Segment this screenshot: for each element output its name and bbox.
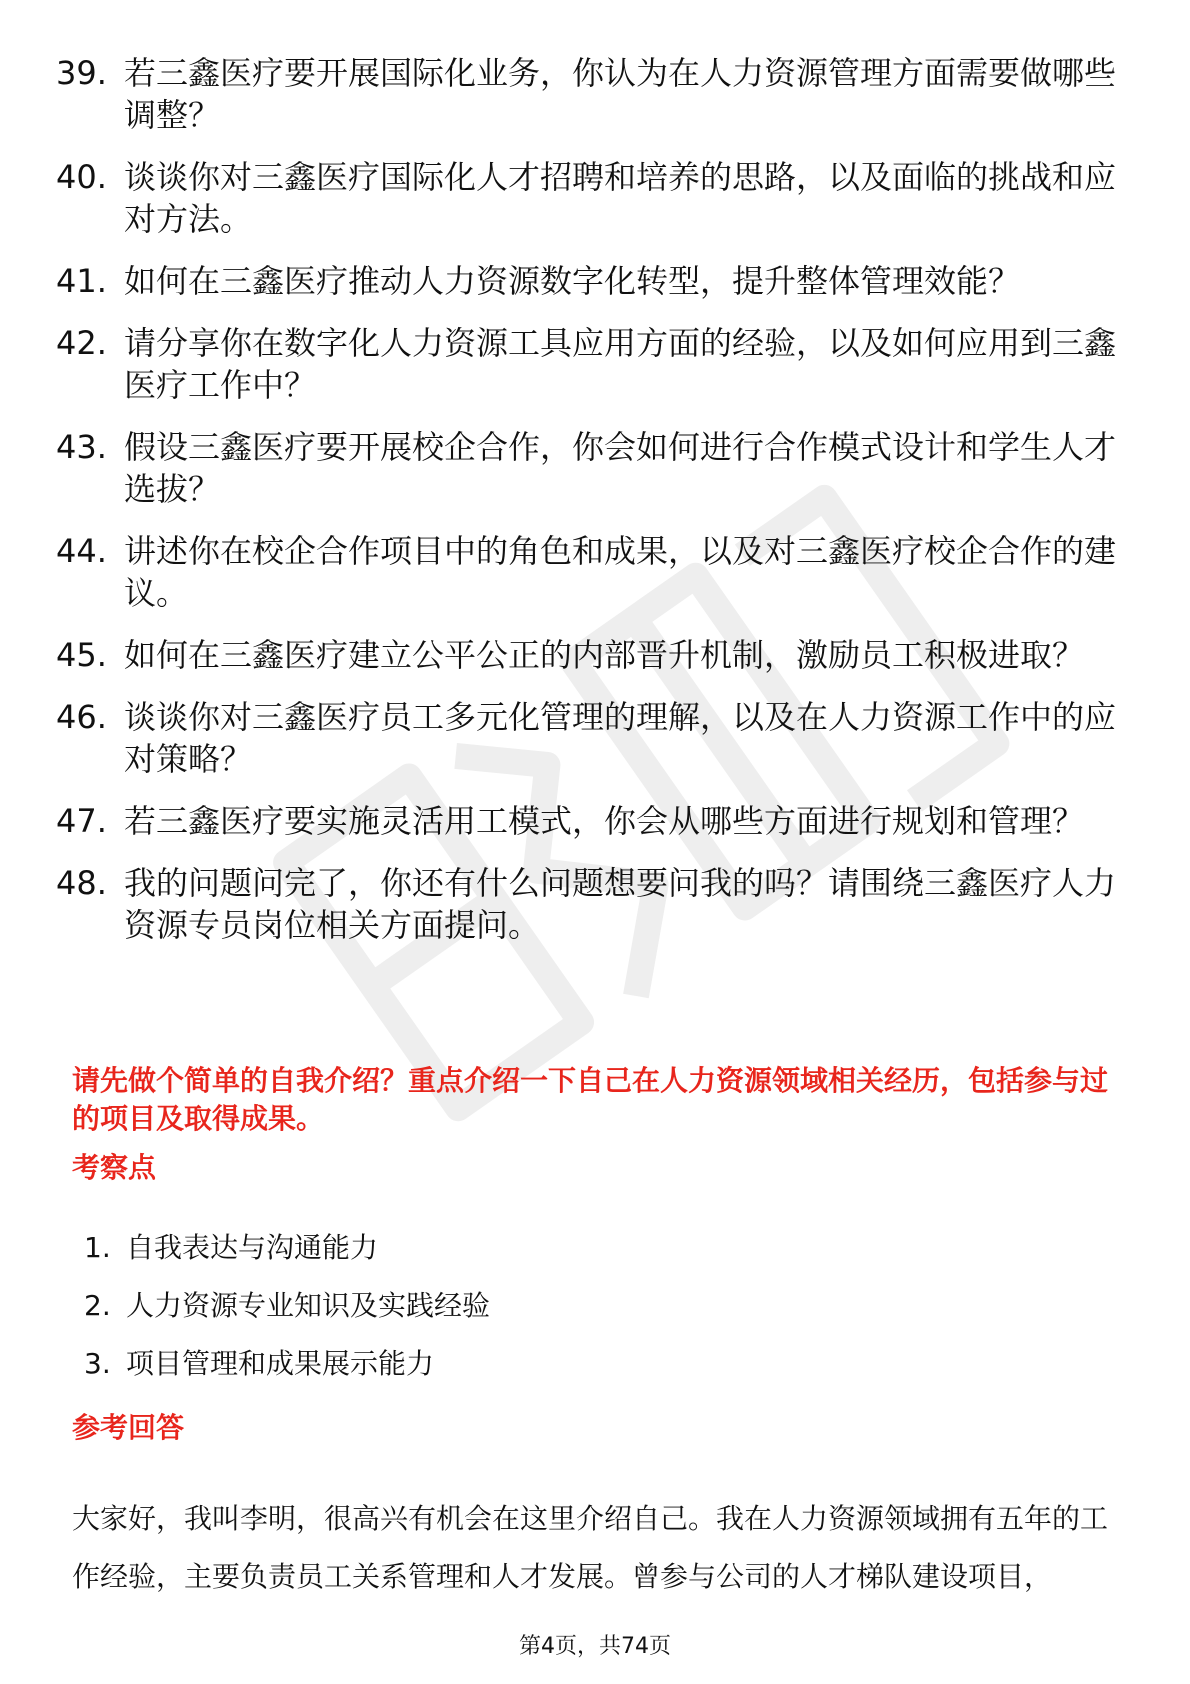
question-number: 40.: [56, 158, 107, 196]
list-item: [56, 426, 1116, 510]
reference-answer: 大家好，我叫李明，很高兴有机会在这里介绍自己。我在人力资源领域拥有五年的工作经验，主要负责员工关系管理和人才发展。曾参与公司的人才梯队建设项目，: [72, 1502, 1109, 1593]
question-number: 47.: [56, 802, 107, 840]
question-number: 39.: [56, 54, 107, 92]
question-text: 谈谈你对三鑫医疗国际化人才招聘和培养的思路，以及面临的挑战和应对方法。: [124, 158, 1117, 238]
reference-heading: 参考回答: [72, 1411, 185, 1444]
list-item: [56, 696, 1116, 780]
point-number: 3.: [84, 1347, 111, 1380]
assessment-heading: 考察点: [72, 1151, 157, 1184]
question-text: 如何在三鑫医疗建立公平公正的内部晋升机制，激励员工积极进取？: [124, 636, 1085, 674]
question-number: 44.: [56, 532, 107, 570]
point-number: 2.: [84, 1289, 111, 1322]
list-item: [56, 52, 1116, 136]
page-footer: 第4页，共74页: [519, 1634, 671, 1659]
list-item: [56, 862, 1116, 946]
question-text: 谈谈你对三鑫医疗员工多元化管理的理解，以及在人力资源工作中的应对策略？: [124, 698, 1117, 778]
point-text: 人力资源专业知识及实践经验: [126, 1289, 491, 1322]
question-number: 42.: [56, 324, 107, 362]
question-text: 我的问题问完了，你还有什么问题想要问我的吗？请围绕三鑫医疗人力资源专员岗位相关方面提问。: [124, 864, 1117, 944]
question-text: 假设三鑫医疗要开展校企合作，你会如何进行合作模式设计和学生人才选拔？: [124, 428, 1117, 508]
list-item: [56, 634, 1116, 676]
point-text: 自我表达与沟通能力: [126, 1231, 379, 1264]
list-item: [84, 1346, 490, 1382]
question-text: 讲述你在校企合作项目中的角色和成果，以及对三鑫医疗校企合作的建议。: [124, 532, 1117, 612]
list-item: [56, 156, 1116, 240]
highlight-question: 请先做个简单的自我介绍？重点介绍一下自己在人力资源领域相关经历，包括参与过的项目及取得成果。: [72, 1064, 1109, 1135]
question-text: 如何在三鑫医疗推动人力资源数字化转型，提升整体管理效能？: [124, 262, 1021, 300]
question-number: 41.: [56, 262, 107, 300]
point-text: 项目管理和成果展示能力: [126, 1347, 435, 1380]
list-item: [56, 322, 1116, 406]
assessment-points: [84, 1230, 490, 1404]
question-list: [56, 52, 1116, 966]
question-number: 43.: [56, 428, 107, 466]
list-item: [56, 260, 1116, 302]
question-number: 45.: [56, 636, 107, 674]
list-item: [56, 800, 1116, 842]
list-item: [56, 530, 1116, 614]
list-item: [84, 1288, 490, 1324]
list-item: [84, 1230, 490, 1266]
question-text: 若三鑫医疗要实施灵活用工模式，你会从哪些方面进行规划和管理？: [124, 802, 1085, 840]
question-text: 请分享你在数字化人力资源工具应用方面的经验，以及如何应用到三鑫医疗工作中？: [124, 324, 1117, 404]
question-number: 46.: [56, 698, 107, 736]
question-number: 48.: [56, 864, 107, 902]
point-number: 1.: [84, 1231, 111, 1264]
question-text: 若三鑫医疗要开展国际化业务，你认为在人力资源管理方面需要做哪些调整？: [124, 54, 1117, 134]
